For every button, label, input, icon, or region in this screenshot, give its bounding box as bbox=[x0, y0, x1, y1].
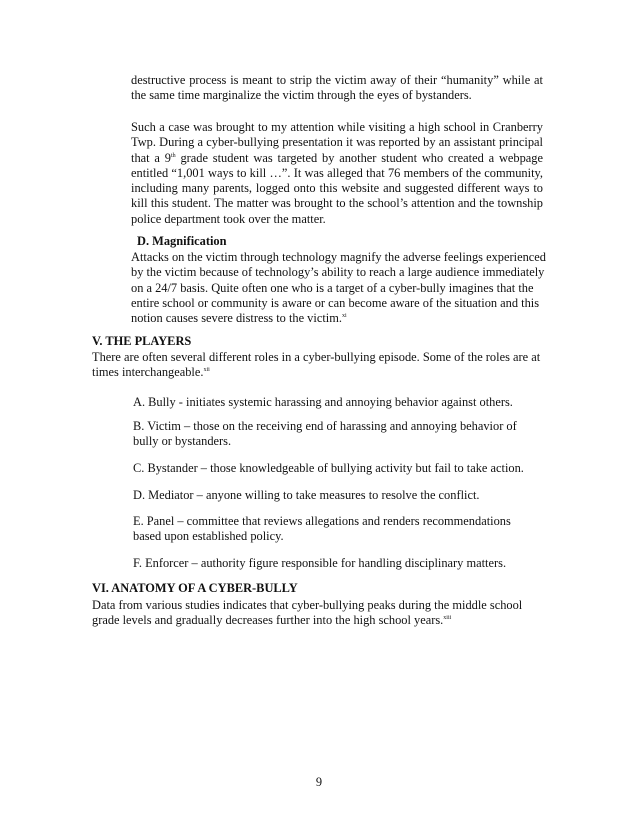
anatomy-heading-text: VI. ANATOMY OF A CYBER-BULLY bbox=[92, 581, 298, 595]
anatomy-heading bbox=[92, 581, 298, 596]
players-paragraph bbox=[92, 350, 552, 381]
role-mediator-text: D. Mediator – anyone willing to take measures to resolve the conflict. bbox=[133, 488, 480, 502]
case-text-start: Such a case was brought to my attention while visiting a high school in Cranberry Twp. During a cyber-bullying presentation it was reported by an assistant principal that a 9 bbox=[131, 120, 543, 165]
players-heading-text: V. THE PLAYERS bbox=[92, 334, 192, 348]
magnification-heading-text: D. Magnification bbox=[137, 234, 227, 248]
players-text: There are often several different roles in a cyber-bullying episode. Some of the roles are at times interchangeable. bbox=[92, 350, 541, 380]
role-bystander-text: C. Bystander – those knowledgeable of bullying activity but fail to take action. bbox=[133, 461, 524, 475]
magnification-text: Attacks on the victim through technology magnify the adverse feelings experienced by the victim because of technology’s ability to reach a large audience immediately on a 24/7 basis. Quite often one who is a target of a cyber-bully imagines that the entire school or community is aware or can become aware of the situation and this notion causes severe distress to the victim. bbox=[131, 250, 546, 326]
anatomy-text: Data from various studies indicates that cyber-bullying peaks during the middle school grade levels and gradually decreases further into the high school years. bbox=[92, 598, 523, 628]
anatomy-paragraph bbox=[92, 598, 547, 629]
role-victim bbox=[133, 419, 533, 450]
role-panel-text: E. Panel – committee that reviews allegations and renders recommendations based upon established policy. bbox=[133, 514, 511, 544]
role-bystander bbox=[133, 461, 533, 476]
footnote-xii: xii bbox=[203, 367, 210, 374]
footnote-xiii: xiii bbox=[443, 615, 452, 622]
role-panel bbox=[133, 514, 533, 545]
role-enforcer bbox=[133, 556, 533, 571]
role-victim-text: B. Victim – those on the receiving end of harassing and annoying behavior of bully or bystanders. bbox=[133, 419, 517, 449]
magnification-heading bbox=[137, 234, 226, 249]
role-enforcer-text: F. Enforcer – authority figure responsible for handling disciplinary matters. bbox=[133, 556, 507, 570]
case-paragraph bbox=[131, 120, 543, 227]
role-bully bbox=[133, 395, 533, 410]
ordinal-suffix: th bbox=[170, 152, 176, 159]
intro-text: destructive process is meant to strip the victim away of their “humanity” while at the same time marginalize the victim through the eyes of bystanders. bbox=[131, 73, 543, 103]
intro-paragraph bbox=[131, 73, 543, 104]
footnote-xi: xi bbox=[341, 313, 347, 320]
page-number-text: 9 bbox=[315, 775, 323, 789]
magnification-paragraph bbox=[131, 250, 551, 326]
players-heading bbox=[92, 334, 191, 349]
case-text-end: grade student was targeted by another student who created a webpage entitled “1,001 ways to kill …”. It was alleged that 76 members of the community, including many parents, logged onto this website and suggested different ways to kill this student. The matter was brought to the school’s attention and the township police department took over the matter. bbox=[131, 150, 543, 226]
page-number bbox=[0, 775, 638, 790]
role-bully-text: A. Bully - initiates systemic harassing and annoying behavior against others. bbox=[133, 395, 513, 409]
role-mediator bbox=[133, 488, 533, 503]
